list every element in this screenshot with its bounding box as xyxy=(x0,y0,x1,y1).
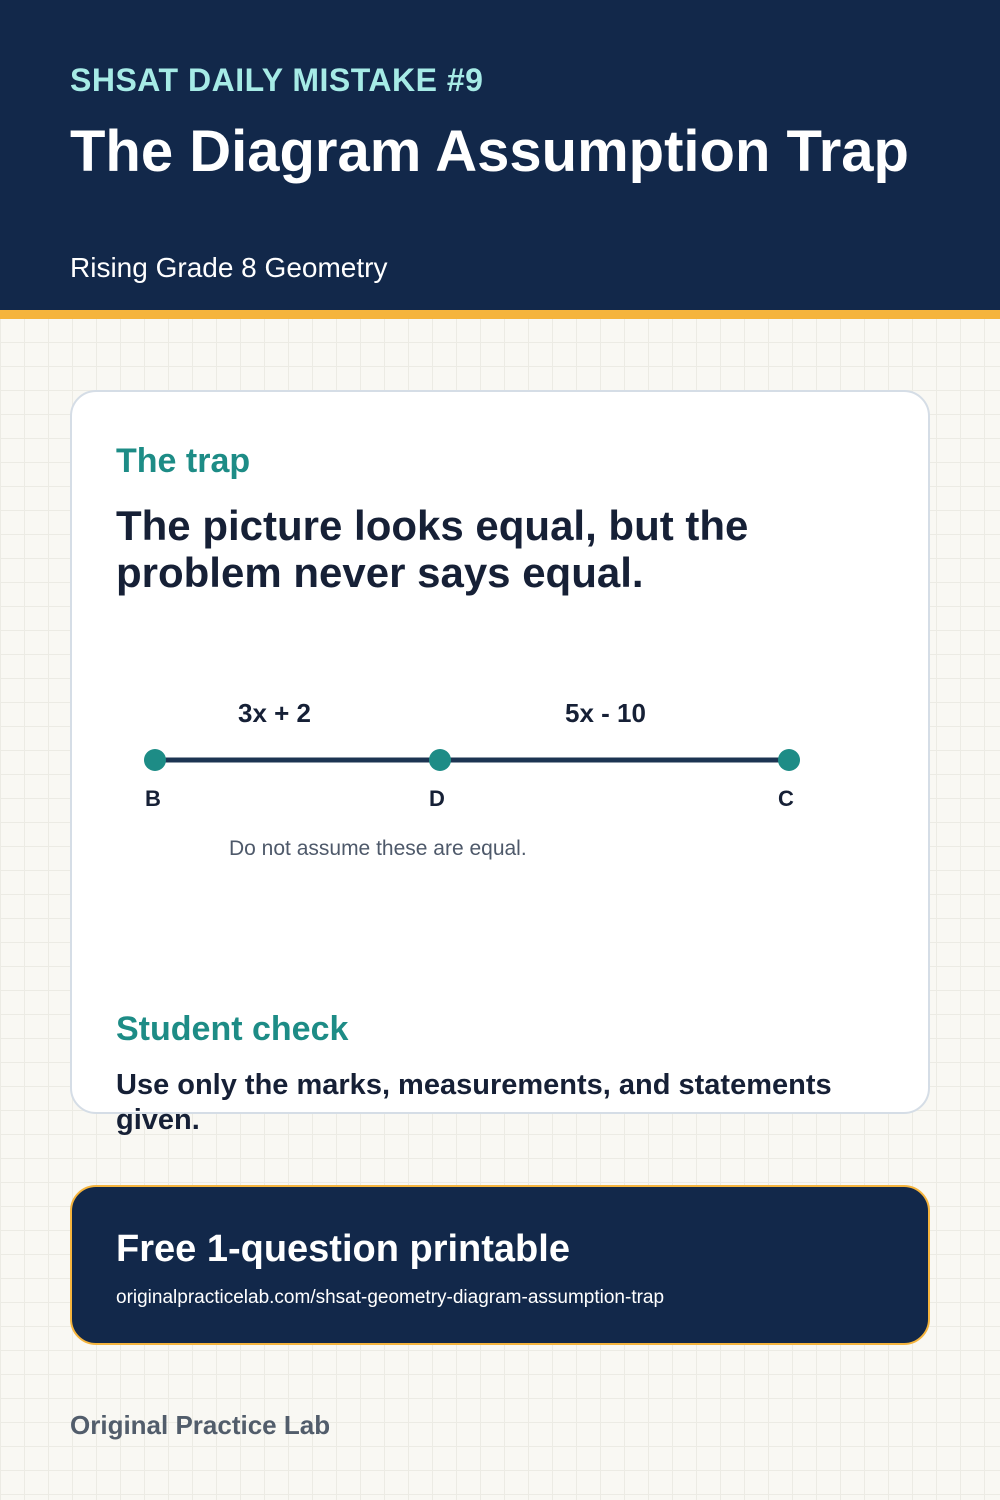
page-title: The Diagram Assumption Trap xyxy=(70,119,909,184)
header-accent-rule xyxy=(0,310,1000,319)
point-d-label: D xyxy=(429,786,445,811)
trap-statement: The picture looks equal, but the problem never says equal. xyxy=(116,502,749,596)
student-check-heading: Student check xyxy=(116,1010,349,1048)
page-subtitle: Rising Grade 8 Geometry xyxy=(70,252,388,283)
point-b-label: B xyxy=(145,786,161,811)
point-c-label: C xyxy=(778,786,794,811)
diagram-note: Do not assume these are equal. xyxy=(229,837,527,860)
segment-dc-label: 5x - 10 xyxy=(565,698,646,728)
cta-link[interactable]: originalpracticelab.com/shsat-geometry-diagram-assumption-trap xyxy=(116,1287,665,1308)
segment-bd-label: 3x + 2 xyxy=(238,698,312,728)
content-card xyxy=(70,390,930,1114)
cta-title[interactable]: Free 1-question printable xyxy=(116,1228,570,1270)
student-check-text: Use only the marks, measurements, and statements given. xyxy=(116,1069,832,1136)
trap-heading: The trap xyxy=(116,442,251,480)
brand-footer: Original Practice Lab xyxy=(70,1410,331,1440)
series-kicker: SHSAT DAILY MISTAKE #9 xyxy=(70,62,484,98)
